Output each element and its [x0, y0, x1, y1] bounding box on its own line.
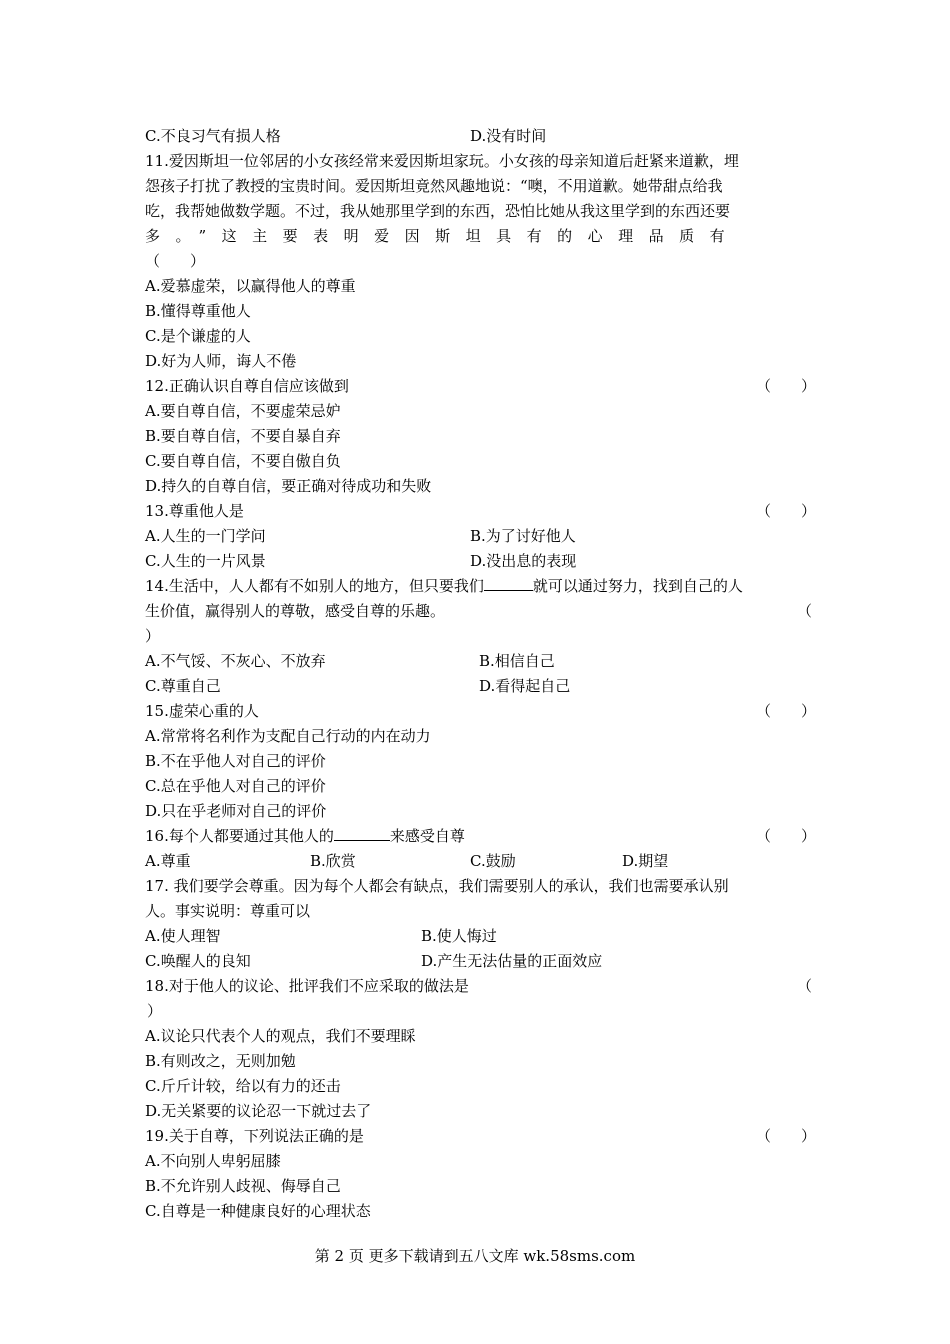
q11-answer-bracket: （ ） — [145, 252, 206, 270]
q15-option-b: B.不在乎他人对自己的评价 — [145, 752, 326, 770]
q17-stem-line1: 17. 我们要学会尊重。因为每个人都会有缺点，我们需要别人的承认，我们也需要承认别 — [145, 877, 729, 895]
q14-option-a: A.不气馁、不灰心、不放弃 — [145, 652, 326, 670]
q16-answer-bracket: （ ） — [756, 827, 817, 845]
q15-stem: 15.虚荣心重的人 — [145, 702, 259, 720]
q14-bracket-close: ） — [145, 627, 161, 645]
q14-option-b: B.相信自己 — [479, 652, 555, 670]
q19-option-b: B.不允许别人歧视、侮辱自己 — [145, 1177, 341, 1195]
q14-bracket-open: （ — [797, 602, 813, 620]
q17-option-b: B.使人悔过 — [421, 927, 497, 945]
q16-option-d: D.期望 — [622, 852, 669, 870]
q14-stem-line2: 生价值，赢得别人的尊敬，感受自尊的乐趣。 — [145, 602, 446, 620]
q18-option-a: A.议论只代表个人的观点，我们不要理睬 — [145, 1027, 416, 1045]
q13-stem: 13.尊重他人是 — [145, 502, 244, 520]
q12-stem: 12.正确认识自尊自信应该做到 — [145, 377, 349, 395]
q16-fill-blank — [334, 826, 390, 841]
q16-stem — [145, 824, 465, 849]
q17-option-c: C.唤醒人的良知 — [145, 952, 251, 970]
q11-stem-line3: 吃，我帮她做数学题。不过，我从她那里学到的东西，恐怕比她从我这里学到的东西还要 — [145, 202, 731, 220]
q13-option-a: A.人生的一门学问 — [145, 527, 266, 545]
q19-stem: 19.关于自尊，下列说法正确的是 — [145, 1127, 364, 1145]
q19-option-c: C.自尊是一种健康良好的心理状态 — [145, 1202, 371, 1220]
q14-option-d: D.看得起自己 — [479, 677, 571, 695]
q16-stem-part2: 来感受自尊 — [389, 827, 465, 845]
q16-option-b: B.欣赏 — [310, 852, 356, 870]
q18-stem: 18.对于他人的议论、批评我们不应采取的做法是 — [145, 977, 469, 995]
q12-option-d: D.持久的自尊自信，要正确对待成功和失败 — [145, 477, 432, 495]
q11-option-a: A.爱慕虚荣，以赢得他人的尊重 — [145, 277, 356, 295]
q13-option-d: D.没出息的表现 — [470, 552, 577, 570]
q14-fill-blank — [484, 576, 533, 591]
q18-option-b: B.有则改之，无则加勉 — [145, 1052, 296, 1070]
q16-option-a: A.尊重 — [145, 852, 191, 870]
q14-option-c: C.尊重自己 — [145, 677, 221, 695]
q11-option-c: C.是个谦虚的人 — [145, 327, 251, 345]
q11-option-d: D.好为人师，诲人不倦 — [145, 352, 297, 370]
q11-stem-line1: 11.爱因斯坦一位邻居的小女孩经常来爱因斯坦家玩。小女孩的母亲知道后赶紧来道歉，埋 — [145, 152, 739, 170]
q18-option-d: D.无关紧要的议论忍一下就过去了 — [145, 1102, 372, 1120]
q17-option-d: D.产生无法估量的正面效应 — [421, 952, 603, 970]
q15-option-d: D.只在乎老师对自己的评价 — [145, 802, 327, 820]
q10-option-d: D.没有时间 — [470, 127, 547, 145]
q11-option-b: B.懂得尊重他人 — [145, 302, 251, 320]
q13-answer-bracket: （ ） — [756, 502, 817, 520]
q17-stem-line2: 人。事实说明：尊重可以 — [145, 902, 311, 920]
q11-stem-line2: 怨孩子打扰了教授的宝贵时间。爱因斯坦竟然风趣地说：“噢，不用道歉。她带甜点给我 — [145, 177, 723, 195]
q12-option-c: C.要自尊自信，不要自傲自负 — [145, 452, 341, 470]
q15-option-c: C.总在乎他人对自己的评价 — [145, 777, 326, 795]
q11-stem-line4: 多。”这主要表明爱因斯坦具有的心理品质有 — [145, 227, 741, 245]
q10-option-c: C.不良习气有损人格 — [145, 127, 281, 145]
q12-option-a: A.要自尊自信，不要虚荣忌妒 — [145, 402, 341, 420]
q19-option-a: A.不向别人卑躬屈膝 — [145, 1152, 281, 1170]
q16-option-c: C.鼓励 — [470, 852, 516, 870]
q14-stem-line1 — [145, 574, 743, 599]
q13-option-c: C.人生的一片风景 — [145, 552, 266, 570]
q12-answer-bracket: （ ） — [756, 377, 817, 395]
q16-stem-part1: 16.每个人都要通过其他人的 — [145, 827, 334, 845]
q12-option-b: B.要自尊自信，不要自暴自弃 — [145, 427, 341, 445]
q19-answer-bracket: （ ） — [756, 1127, 817, 1145]
q18-bracket-open: （ — [797, 977, 813, 995]
q14-stem-part2: 就可以通过努力，找到自己的人 — [532, 577, 743, 595]
q15-answer-bracket: （ ） — [756, 702, 817, 720]
q17-option-a: A.使人理智 — [145, 927, 221, 945]
q13-option-b: B.为了讨好他人 — [470, 527, 576, 545]
q18-bracket-close: ） — [147, 1002, 163, 1020]
q15-option-a: A.常常将名利作为支配自己行动的内在动力 — [145, 727, 431, 745]
q14-stem-part1: 14.生活中，人人都有不如别人的地方，但只要我们 — [145, 577, 484, 595]
page-footer: 第 2 页 更多下载请到五八文库 wk.58sms.com — [314, 1247, 636, 1265]
q18-option-c: C.斤斤计较，给以有力的还击 — [145, 1077, 341, 1095]
